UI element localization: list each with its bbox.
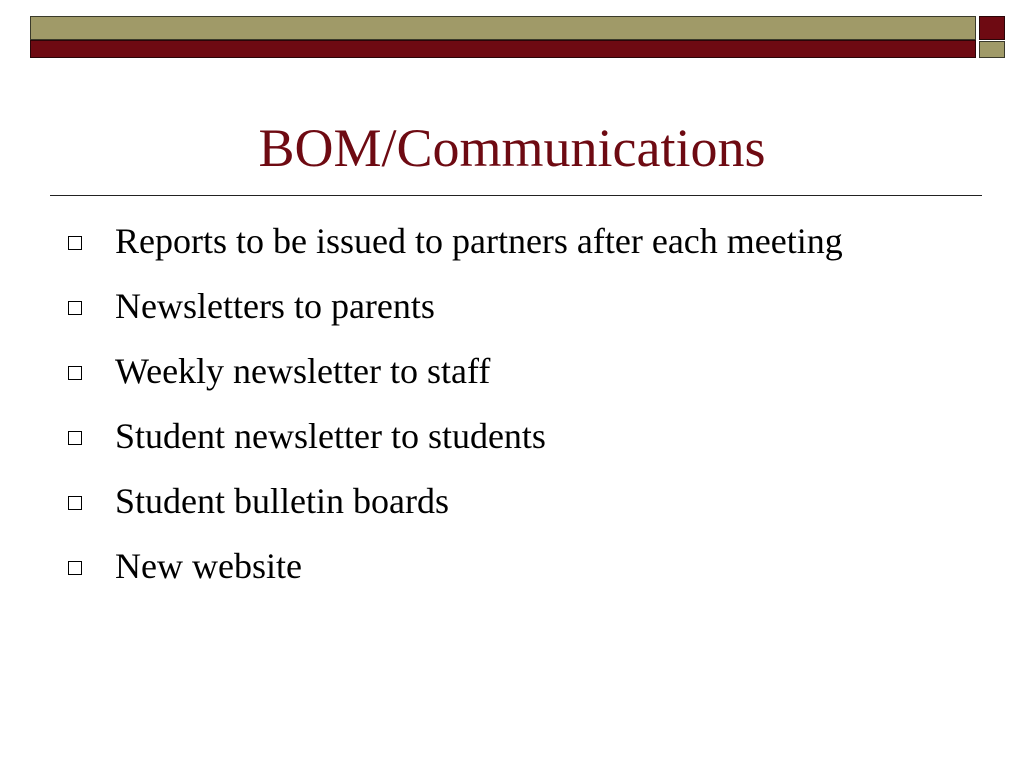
- banner-red-bar: [30, 40, 976, 58]
- hollow-square-bullet-icon: [68, 431, 82, 445]
- bullet-text: Student bulletin boards: [115, 481, 449, 521]
- bullet-item: [0, 539, 1024, 593]
- banner-olive-square: [979, 41, 1005, 58]
- banner-olive-bar: [30, 16, 976, 40]
- hollow-square-bullet-icon: [68, 366, 82, 380]
- title-divider: [50, 195, 982, 196]
- bullet-item: [0, 344, 1024, 398]
- bullet-item: [0, 409, 1024, 463]
- bullet-item: [0, 214, 1024, 268]
- bullet-text: Weekly newsletter to staff: [115, 351, 491, 391]
- banner-red-square: [979, 16, 1005, 40]
- bullet-item: [0, 279, 1024, 333]
- bullet-item: [0, 474, 1024, 528]
- hollow-square-bullet-icon: [68, 496, 82, 510]
- hollow-square-bullet-icon: [68, 236, 82, 250]
- bullet-list: [0, 214, 1024, 604]
- bullet-text: Reports to be issued to partners after each meeting: [115, 221, 843, 261]
- slide-title: BOM/Communications: [258, 118, 766, 178]
- bullet-text: Newsletters to parents: [115, 286, 435, 326]
- hollow-square-bullet-icon: [68, 561, 82, 575]
- bullet-text: Student newsletter to students: [115, 416, 546, 456]
- bullet-text: New website: [115, 546, 302, 586]
- hollow-square-bullet-icon: [68, 301, 82, 315]
- header-banner: [30, 16, 1005, 59]
